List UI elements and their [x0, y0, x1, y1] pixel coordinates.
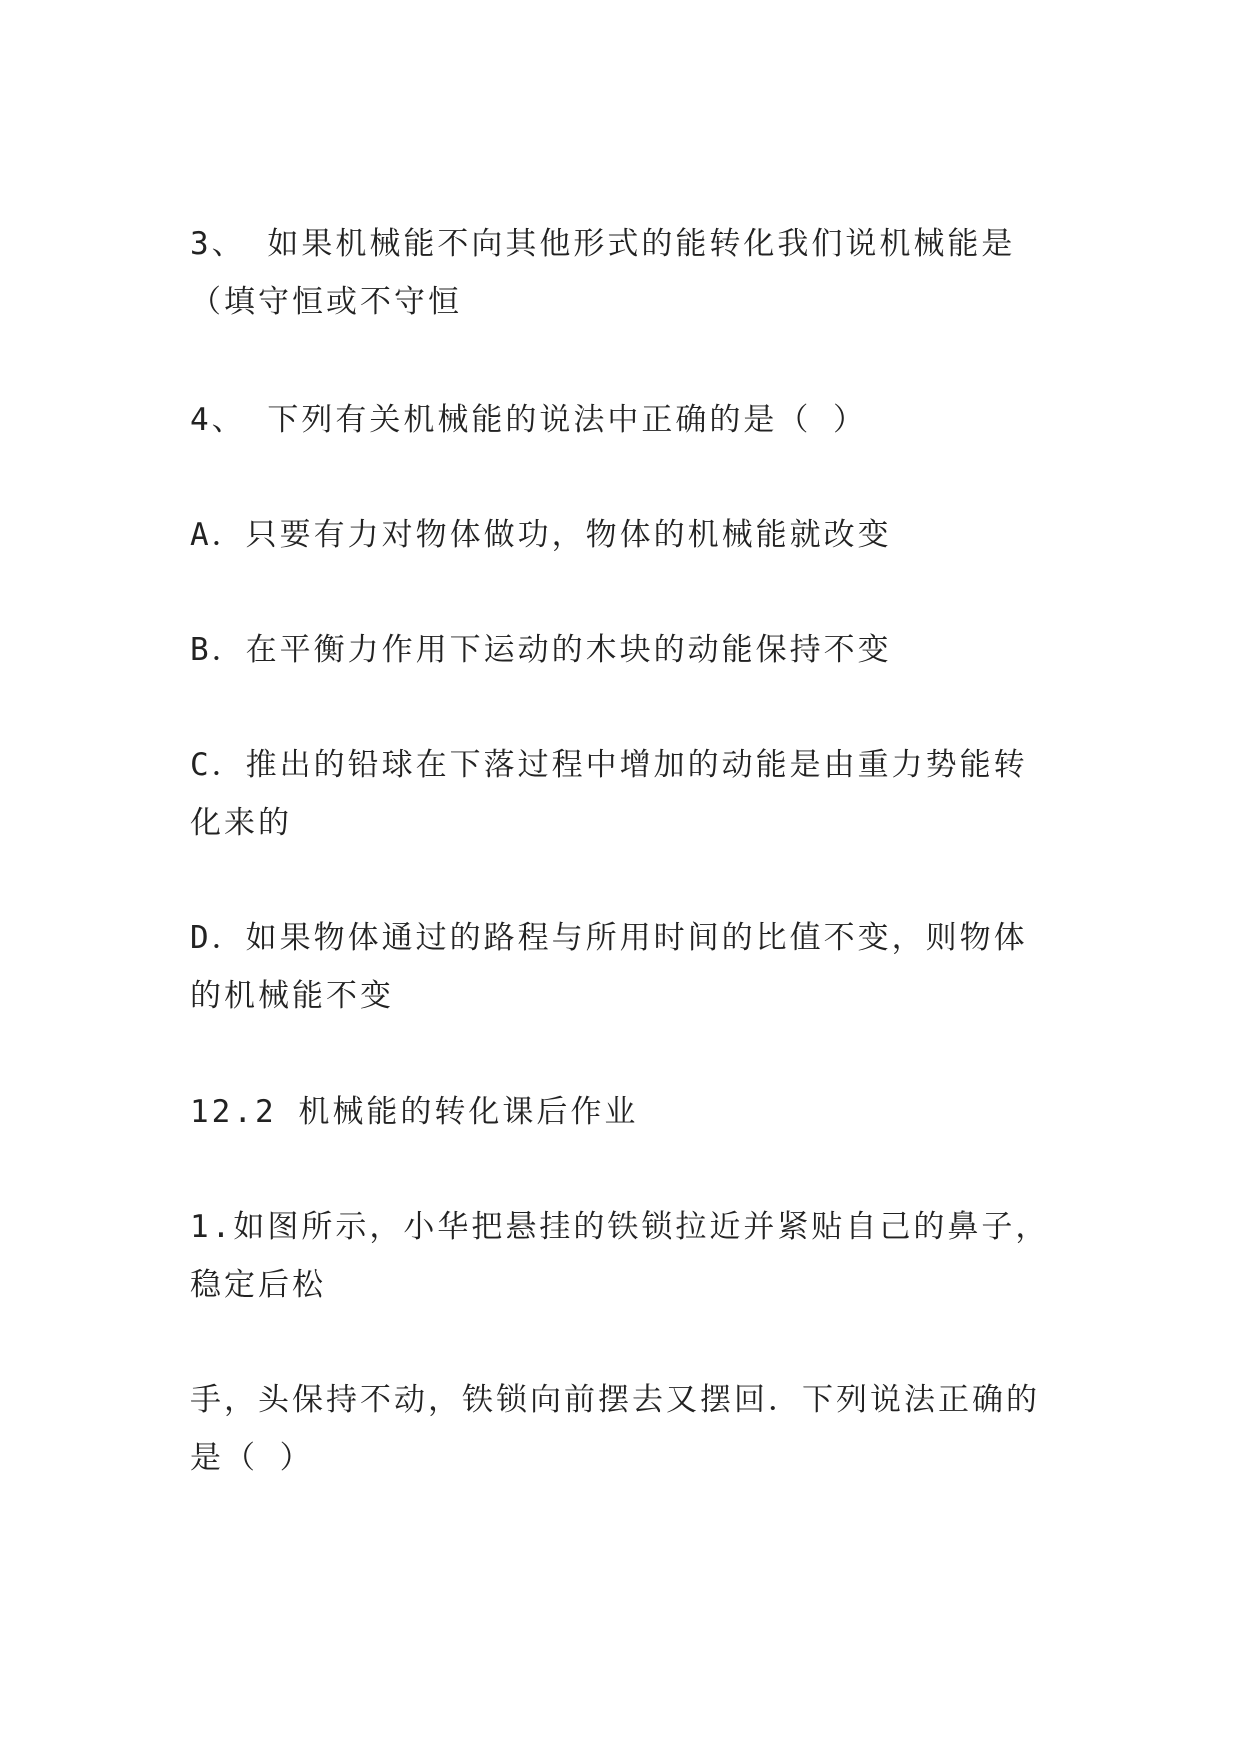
question-3-text: 3、 如果机械能不向其他形式的能转化我们说机械能是（填守恒或不守恒 [190, 226, 1016, 320]
section-heading: 12.2 机械能的转化课后作业 [190, 1094, 639, 1130]
option-a-text: A．只要有力对物体做功，物体的机械能就改变 [190, 517, 892, 553]
homework-question-1-text: 1.如图所示，小华把悬挂的铁锁拉近并紧贴自己的鼻子，稳定后松 [190, 1209, 1050, 1303]
option-c-text: C．推出的铅球在下落过程中增加的动能是由重力势能转化来的 [190, 747, 1028, 841]
question-4-text: 4、 下列有关机械能的说法中正确的是（ ） [190, 402, 867, 438]
option-b-text: B．在平衡力作用下运动的木块的动能保持不变 [190, 632, 892, 668]
homework-question-1-continued: 手，头保持不动，铁锁向前摆去又摆回．下列说法正确的是（ ） [190, 1382, 1040, 1476]
option-d-text: D．如果物体通过的路程与所用时间的比值不变，则物体的机械能不变 [190, 920, 1028, 1014]
